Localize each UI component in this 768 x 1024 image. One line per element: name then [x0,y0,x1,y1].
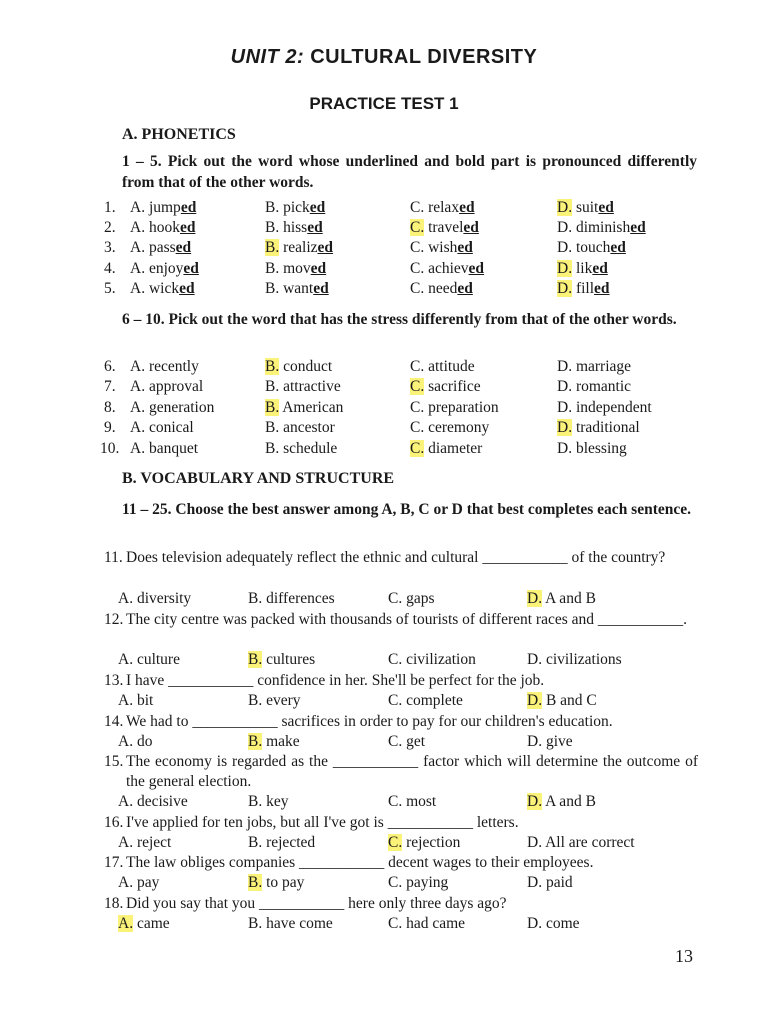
option-d: D. come [527,915,580,932]
option-b: B. ancestor [265,419,335,437]
option-b: B. key [248,793,289,810]
answer-options [0,590,768,610]
option-b: B. conduct [265,358,333,375]
phonetics-row [0,199,768,219]
option-a: A. reject [118,834,172,851]
underlined-part: ed [179,279,195,297]
option-c: C. sacrifice [410,378,481,396]
option-a: A. passed [130,239,192,257]
question-number: 15. [104,753,124,770]
answer-options [0,834,768,854]
underlined-part: ed [594,279,610,297]
answer-options [0,651,768,671]
option-b: B. American [265,398,344,416]
option-a: A. banquet [130,439,199,457]
answer-options [0,915,768,935]
question-text: I have ___________ confidence in her. She'll be perfect for the job. [126,672,545,689]
option-a: A. culture [118,651,180,668]
option-c: C. paying [388,874,449,891]
question-number: 16. [104,814,124,831]
answer-highlight: A. [118,915,134,932]
option-a: A. pay [118,874,160,891]
option-d: D. All are correct [527,834,635,851]
option-b: B. realized [265,239,334,257]
option-b: B. schedule [265,439,338,457]
question-number: 10. [100,439,120,457]
option-c: C. ceremony [410,419,490,437]
stress-row [0,419,768,439]
underlined-part: ed [610,239,626,257]
option-a: A. bit [118,692,154,709]
option-a: A. wicked [130,279,195,297]
option-d: D. filled [557,279,610,297]
underlined-part: ed [630,219,646,237]
option-c: C. diameter [410,439,483,457]
answer-highlight: D. [527,692,543,709]
option-a: A. diversity [118,590,192,607]
page-number: 13 [675,946,693,966]
option-b: B. attractive [265,378,341,396]
option-a: A. approval [130,378,204,396]
page-subtitle: PRACTICE TEST 1 [309,94,459,113]
option-c: C. relaxed [410,199,475,216]
option-d: D. paid [527,874,573,891]
question-number: 18. [104,895,124,912]
underlined-part: ed [183,259,199,277]
vocab-instruction: 11 – 25. Choose the best answer among A, B, C or D that best completes each sentence. [122,501,692,518]
question-number: 8. [104,398,116,416]
answer-highlight: C. [410,439,425,457]
option-d: D. civilizations [527,651,622,668]
option-d: D. touched [557,239,626,257]
option-d: D. independent [557,398,652,416]
option-b: B. have come [248,915,333,932]
option-a: A. hooked [130,219,196,237]
option-a: A. recently [130,358,199,375]
option-d: D. A and B [527,793,596,810]
underlined-part: ed [313,279,329,297]
underlined-part: ed [309,199,326,216]
question-text: Does television adequately reflect the ethnic and cultural ___________ of the country? [126,549,666,566]
option-d: D. suited [557,199,614,216]
option-c: C. preparation [410,398,499,416]
option-a: A. do [118,733,153,750]
page-title: UNIT 2: CULTURAL DIVERSITY [230,46,538,68]
phonetics-instruction: 1 – 5. Pick out the word whose underlined and bold part is pronounced differently from that of the other words. [122,153,697,191]
option-c: C. most [388,793,437,810]
answer-highlight: D. [527,793,543,810]
answer-highlight: D. [557,259,573,277]
option-c: C. needed [410,279,473,297]
underlined-part: ed [598,199,614,216]
option-b: B. moved [265,259,327,277]
option-b: B. rejected [248,834,316,851]
option-c: C. attitude [410,358,475,375]
question-number: 5. [104,279,116,297]
option-b: B. wanted [265,279,329,297]
option-d: D. blessing [557,439,627,457]
question-text: I've applied for ten jobs, but all I've got is ___________ letters. [126,814,519,831]
answer-highlight: C. [410,378,425,396]
underlined-part: ed [457,239,473,257]
phonetics-row [0,239,768,259]
option-b: B. to pay [248,874,305,891]
option-b: B. make [248,733,300,750]
vocab-heading: B. VOCABULARY AND STRUCTURE [122,470,395,487]
answer-options [0,733,768,753]
phonetics-row [0,219,768,239]
underlined-part: ed [592,259,608,277]
answer-options [0,874,768,894]
underlined-part: ed [317,239,334,257]
underlined-part: ed [310,259,327,277]
option-d: D. liked [557,259,608,277]
answer-highlight: D. [557,419,573,437]
question-number: 6. [104,358,116,375]
question-text: The law obliges companies ___________ decent wages to their employees. [126,854,594,871]
question-number: 13. [104,672,124,689]
answer-highlight: B. [248,733,263,750]
phonetics-heading: A. PHONETICS [122,126,236,143]
question-number: 9. [104,419,116,437]
question-number: 12. [104,611,124,628]
question-number: 14. [104,713,124,730]
answer-highlight: B. [265,239,280,257]
answer-options [0,692,768,712]
question-text: Did you say that you ___________ here only three days ago? [126,895,507,912]
option-a: A. jumped [130,199,197,216]
underlined-part: ed [180,199,197,216]
option-c: C. complete [388,692,463,709]
option-c: C. had came [388,915,466,932]
stress-instruction: 6 – 10. Pick out the word that has the stress differently from that of the other words. [122,311,677,328]
underlined-part: ed [463,219,479,237]
answer-highlight: C. [388,834,403,851]
phonetics-row [0,280,768,300]
option-b: B. cultures [248,651,316,668]
answer-highlight: D. [557,199,573,216]
question-number: 17. [104,854,124,871]
stress-row [0,378,768,398]
option-d: D. give [527,733,573,750]
option-a: A. generation [130,398,215,416]
answer-highlight: D. [557,279,573,297]
question-number: 11. [104,549,123,566]
answer-options [0,793,768,813]
option-a: A. conical [130,419,194,437]
option-c: C. get [388,733,426,750]
option-a: A. enjoyed [130,259,199,277]
option-d: D. romantic [557,378,632,396]
option-c: C. achieved [410,259,485,277]
question-number: 2. [104,219,116,237]
answer-highlight: B. [248,651,263,668]
option-d: D. diminished [557,219,646,237]
question-text: The economy is regarded as the ___________ factor which will determine the outcome of the general election. [126,753,698,790]
option-c: C. gaps [388,590,435,607]
option-b: B. picked [265,199,326,216]
option-a: A. decisive [118,793,188,810]
answer-highlight: C. [410,219,425,237]
option-b: B. hissed [265,219,323,237]
answer-highlight: D. [527,590,543,607]
question-text: The city centre was packed with thousands of tourists of different races and ___________. [126,611,688,628]
underlined-part: ed [468,259,485,277]
underlined-part: ed [179,219,196,237]
option-d: D. B and C [527,692,597,709]
underlined-part: ed [175,239,192,257]
answer-highlight: B. [265,358,280,375]
phonetics-row [0,260,768,280]
underlined-part: ed [307,219,323,237]
option-d: D. marriage [557,358,632,375]
option-c: C. rejection [388,834,461,851]
answer-highlight: B. [265,398,280,416]
question-number: 7. [104,378,116,396]
option-c: C. wished [410,239,473,257]
option-c: C. civilization [388,651,476,668]
option-c: C. traveled [410,219,479,237]
underlined-part: ed [459,199,475,216]
option-b: B. every [248,692,301,709]
question-number: 1. [104,199,116,216]
stress-row [0,399,768,419]
option-a: A. came [118,915,170,932]
answer-highlight: B. [248,874,263,891]
question-number: 3. [104,239,116,257]
option-d: D. traditional [557,419,640,437]
question-number: 4. [104,259,116,277]
option-b: B. differences [248,590,335,607]
stress-row [0,440,768,460]
question-text: We had to ___________ sacrifices in order to pay for our children's education. [126,713,613,730]
stress-row [0,358,768,378]
underlined-part: ed [457,279,473,297]
option-d: D. A and B [527,590,596,607]
